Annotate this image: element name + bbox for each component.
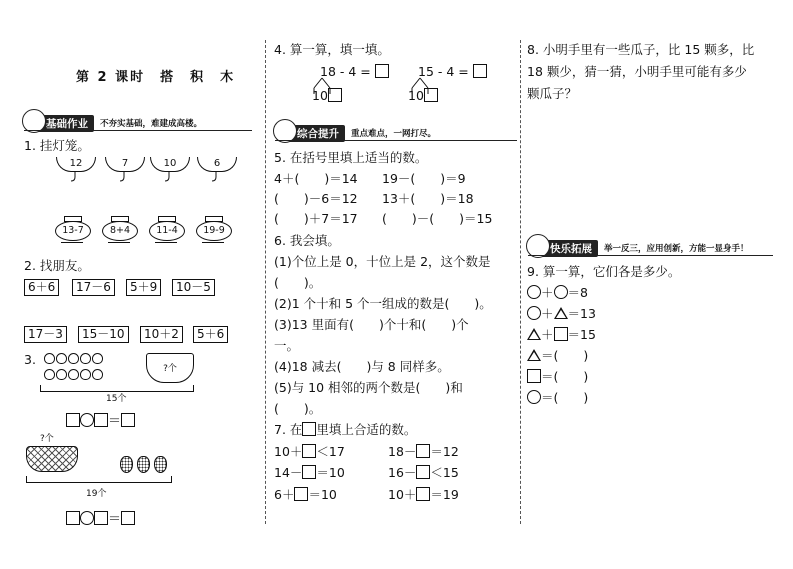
peach-icon [80,353,91,364]
total-brace [40,385,194,392]
q6-item-2[interactable]: (2)1 个十和 5 个一组成的数是( )。 [274,296,492,311]
expression-card[interactable]: 17－3 [24,326,67,343]
split-lines [272,78,512,108]
total-label: 19个 [86,489,107,499]
triangle-symbol [554,307,568,319]
peach-icon [80,369,91,380]
section-banner-extension [528,241,749,255]
q6-item-1-blank[interactable]: ( )。 [274,275,322,290]
q6-item-5-blank[interactable]: ( )。 [274,401,322,416]
square-symbol [527,369,541,383]
lantern-bottom: 11-4 [149,221,185,241]
q7-item: 10＋ ＜17 [274,444,345,459]
answer-box[interactable] [424,88,438,102]
answer-box[interactable] [66,511,80,525]
basket-icon [26,446,78,472]
q7-item: 16－ ＜15 [388,465,459,480]
lantern-top: 10 [150,157,190,172]
answer-box[interactable] [416,444,430,458]
equals-sign: ＝ [108,414,122,429]
q5-item[interactable]: 19－( )＝9 [382,171,466,186]
lantern-tassel [61,242,83,248]
question-9-label: 9. 算一算，它们各是多少。 [527,264,681,279]
q7-item: 10＋ ＝19 [388,487,459,502]
box-symbol [302,422,316,436]
split-result-1: 10 [312,88,342,103]
question-4-label: 4. 算一算，填一填。 [274,42,390,57]
triangle-symbol [527,349,541,361]
pear-icon [137,456,150,473]
divider [24,130,252,131]
q6-item-3-cont: 一。 [274,338,300,353]
column-separator [520,40,521,524]
bowl-icon: ?个 [146,353,194,383]
column-separator [265,40,266,524]
expression-card[interactable]: 5＋6 [193,326,228,343]
banner-tag: ☺ 快乐拓展 [528,240,598,257]
pear-icon [120,456,133,473]
question-1-label: 1. 挂灯笼。 [24,138,90,153]
q5-item[interactable]: ( )＋7＝17 [274,211,358,226]
page-title: 第 2 课时 搭 积 木 [76,70,236,85]
equation-row-1 [66,410,135,429]
q5-item[interactable]: 4＋( )＝14 [274,171,358,186]
unknown-label: ?个 [40,434,54,444]
q9-equation-2: ＋ ＝13 [527,306,596,321]
mascot-icon: ☺ [22,109,46,133]
circle-symbol [527,306,541,320]
answer-box[interactable] [94,413,108,427]
divider [528,255,773,256]
banner-tag: ☺ 基础作业 [24,115,94,132]
lantern-hooks [0,170,240,190]
mascot-icon: ☺ [526,234,550,258]
peach-icon [92,353,103,364]
lantern-bottom: 8+4 [102,221,138,241]
q5-item[interactable]: ( )－( )＝15 [382,211,493,226]
split-result-2: 10 [408,88,438,103]
answer-box[interactable] [121,511,135,525]
q4-equation-1: 18 - 4 = [320,64,389,79]
divider [275,140,517,141]
answer-box[interactable] [302,465,316,479]
answer-box[interactable] [121,413,135,427]
expression-card[interactable]: 10＋2 [140,326,183,343]
q9-answer-circle[interactable]: ＝( ) [527,390,588,405]
q7-item: 14－ ＝10 [274,465,345,480]
operator-circle[interactable] [80,511,94,525]
q7-item: 18－ ＝12 [388,444,459,459]
question-8-line-2: 18 颗少，猜一猜，小明手里可能有多少 [527,64,747,79]
banner-tag: ☺ 综合提升 [275,125,345,142]
banner-subtitle: 重点难点，一网打尽。 [351,129,437,139]
lantern-tassel [108,242,130,248]
lantern-bottom: 19-9 [196,221,232,241]
equals-sign: ＝ [108,512,122,527]
answer-box[interactable] [328,88,342,102]
total-label: 15个 [106,394,127,404]
answer-box[interactable] [94,511,108,525]
answer-box[interactable] [66,413,80,427]
circle-symbol [554,285,568,299]
answer-box[interactable] [302,444,316,458]
total-brace [26,476,172,483]
mascot-icon: ☺ [273,119,297,143]
answer-box[interactable] [416,487,430,501]
lantern-top: 12 [56,157,96,172]
peach-icon [68,353,79,364]
peach-icon [68,369,79,380]
section-banner-basic [24,116,202,130]
circle-symbol [527,390,541,404]
q9-answer-square[interactable]: ＝( ) [527,369,588,384]
lantern-top: 6 [197,157,237,172]
question-2-label: 2. 找朋友。 [24,258,90,273]
lantern-tassel [202,242,224,248]
circle-symbol [527,285,541,299]
question-8-line-3: 颗瓜子？ [527,86,578,101]
q7-item: 6＋ ＝10 [274,487,337,502]
lantern-bottom: 13-7 [55,221,91,241]
q6-item-1: (1)个位上是 0，十位上是 2，这个数是 [274,254,491,269]
section-banner-comprehensive [275,126,436,140]
expression-card[interactable]: 5＋9 [126,279,161,296]
answer-box[interactable] [375,64,389,78]
answer-box[interactable] [473,64,487,78]
q6-item-4[interactable]: (4)18 减去( )与 8 同样多。 [274,359,450,374]
pear-icon [154,456,167,473]
question-6-label: 6. 我会填。 [274,233,340,248]
equation-row-2 [66,508,135,527]
expression-card[interactable]: 6＋6 [24,279,59,296]
answer-box[interactable] [416,465,430,479]
expression-card[interactable]: 10－5 [172,279,215,296]
peach-icon [44,369,55,380]
answer-box[interactable] [294,487,308,501]
q5-item[interactable]: 13＋( )＝18 [382,191,474,206]
lantern-top: 7 [105,157,145,172]
q5-item[interactable]: ( )－6＝12 [274,191,358,206]
lantern-tassel [155,242,177,248]
question-5-label: 5. 在括号里填上适当的数。 [274,150,428,165]
triangle-symbol [527,328,541,340]
peach-icon [44,353,55,364]
q9-equation-3: ＋ ＝15 [527,327,596,342]
banner-subtitle: 举一反三，应用创新，方能一显身手！ [604,244,749,254]
q9-answer-triangle[interactable]: ＝( ) [527,348,588,363]
expression-card[interactable]: 17－6 [72,279,115,296]
question-8-line-1: 8. 小明手里有一些瓜子，比 15 颗多，比 [527,42,755,57]
q6-item-5[interactable]: (5)与 10 相邻的两个数是( )和 [274,380,463,395]
peach-icon [56,369,67,380]
banner-subtitle: 不夯实基础，难建成高楼。 [100,119,203,129]
peach-icon [92,369,103,380]
question-7-label: 7. 在 里填上合适的数。 [274,422,417,437]
expression-card[interactable]: 15－10 [78,326,129,343]
square-symbol [554,327,568,341]
operator-circle[interactable] [80,413,94,427]
peach-icon [56,353,67,364]
question-3-label: 3. [24,352,36,367]
q4-equation-2: 15 - 4 = [418,64,487,79]
q6-item-3[interactable]: (3)13 里面有( )个十和( )个 [274,317,469,332]
q9-equation-1: ＋ ＝8 [527,285,588,300]
